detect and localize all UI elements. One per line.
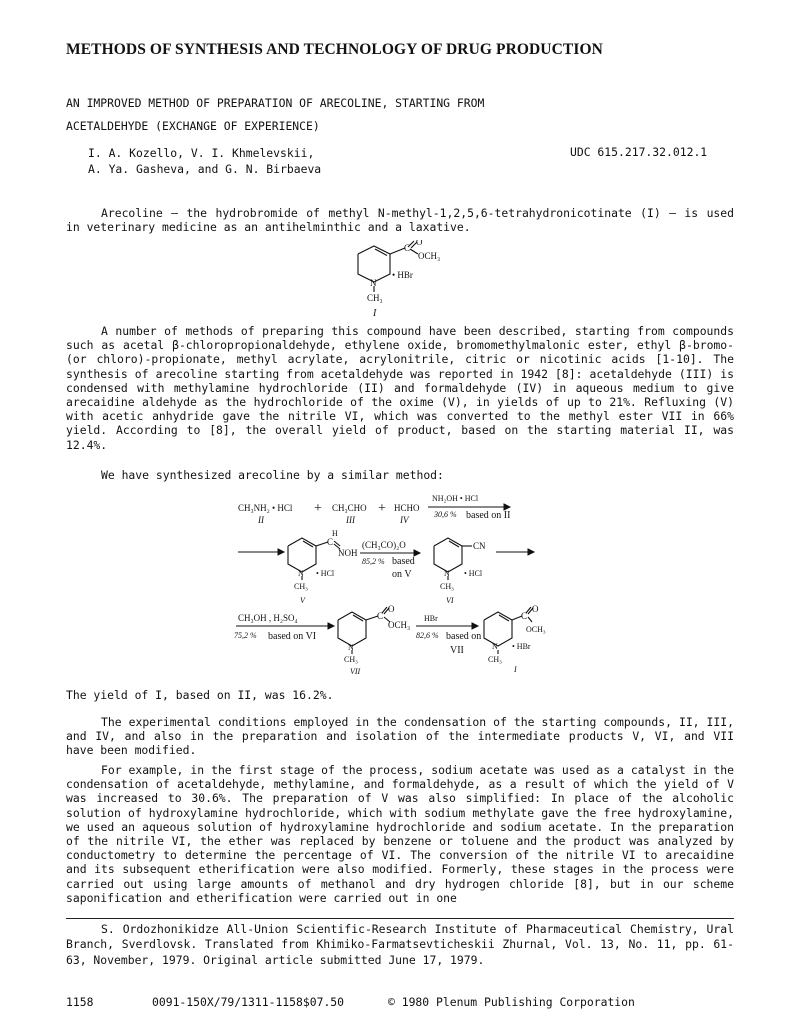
scheme-vi-n: N xyxy=(444,569,450,578)
scheme-step4-basis-2: VII xyxy=(450,645,464,656)
scheme-v-noh: NOH xyxy=(338,548,358,558)
scheme-vii-methyl: CH₃ xyxy=(344,655,358,664)
scheme-vii-n: N xyxy=(348,643,354,652)
scheme-v-salt: • HCl xyxy=(316,569,335,578)
paragraph-synthesized: We have synthesized arecoline by a similar method: xyxy=(101,468,444,482)
scheme-label-i: I xyxy=(514,665,517,674)
scheme-step1-reagent: NH₂OH • HCl xyxy=(432,494,479,503)
scheme-step2-percent: 85,2 % xyxy=(362,557,385,566)
scheme-arrow-4 xyxy=(416,623,478,629)
scheme-arrow-3 xyxy=(236,623,334,629)
scheme-reagent-iv: HCHO xyxy=(394,503,420,513)
scheme-step3-reagent: CH₃OH , H₂SO₄ xyxy=(238,613,298,623)
structure-i-nitrogen: N xyxy=(370,278,377,288)
scheme-vii-o: O xyxy=(388,604,395,614)
scheme-vi-cn: CN xyxy=(473,541,486,551)
article-title-line-2: ACETALDEHYDE (EXCHANGE OF EXPERIENCE) xyxy=(66,119,320,133)
scheme-vi-salt: • HCl xyxy=(464,569,483,578)
scheme-step2-basis-2: on V xyxy=(392,569,412,580)
scheme-step2-reagent: (CH₃CO)₂O xyxy=(362,540,406,550)
scheme-step2-basis: based xyxy=(392,556,415,567)
section-heading: METHODS OF SYNTHESIS AND TECHNOLOGY OF DRUG PRODUCTION xyxy=(66,41,603,58)
structure-i-ester: OCH₃ xyxy=(418,251,441,261)
reaction-scheme xyxy=(228,486,548,686)
scheme-step1-percent: 30,6 % xyxy=(434,510,457,519)
scheme-v-h: H xyxy=(332,529,338,538)
footnote-divider xyxy=(66,918,734,919)
paragraph-intro: Arecoline — the hydrobromide of methyl N-methyl-1,2,5,6-tetrahydronicotinate (I) — is used in veterinary medicine as an antihelminthic and a laxative. xyxy=(66,206,734,235)
scheme-plus-1: + xyxy=(314,501,322,516)
scheme-label-iv: IV xyxy=(400,515,409,525)
scheme-step3-percent: 75,2 % xyxy=(234,631,257,640)
scheme-i-methyl: CH₃ xyxy=(488,655,502,664)
scheme-v-n: N xyxy=(298,569,304,578)
scheme-reagent-ii: CH₃NH₂ • HCl xyxy=(238,503,293,513)
structure-i-label: I xyxy=(373,308,377,319)
scheme-arrow-continue-out xyxy=(496,549,534,555)
authors xyxy=(88,145,388,177)
scheme-i-salt: • HBr xyxy=(512,642,531,651)
scheme-step4-percent: 82,6 % xyxy=(416,631,439,640)
structure-i-n-methyl: CH₃ xyxy=(367,293,383,303)
scheme-label-vi: VI xyxy=(446,596,454,605)
structure-i-salt: • HBr xyxy=(392,270,413,280)
footnote: S. Ordozhonikidze All-Union Scientific-Research Institute of Pharmaceutical Chemistry, Ural Branch, Sverdlovsk. Translated from Khimiko-Farmatsevticheskii Zhurnal, Vol. 13, No. 11, pp. 61-63, November, 1979. Original article submitted June 17, 1979. xyxy=(66,922,734,967)
paragraph-yield: The yield of I, based on II, was 16.2%. xyxy=(66,688,334,702)
scheme-label-v: V xyxy=(300,596,305,605)
scheme-label-ii: II xyxy=(258,515,264,525)
scheme-reagent-iii: CH₃CHO xyxy=(332,503,367,513)
authors-line-2: A. Ya. Gasheva, and G. N. Birbaeva xyxy=(88,162,322,176)
scheme-label-iii: III xyxy=(346,515,355,525)
scheme-vi-methyl: CH₃ xyxy=(440,582,454,591)
article-code: 0091-150X/79/1311-1158$07.50 xyxy=(152,995,345,1009)
structure-i-carbonyl-o: O xyxy=(416,240,423,247)
paragraph-methods: A number of methods of preparing this compound have been described, starting from compounds such as acetal β-chloropropionaldehyde, ethylene oxide, bromomethylmalonic ester, ethyl β-bromo-(or chloro)-propionate, methyl acrylate, acrylonitrile, citric or nicotinic acids [1-10]. The synthesis of arecoline starting from acetaldehyde was reported in 1942 [8]: acetaldehyde (III) is condensed with methylamine hydrochloride (II) and formaldehyde (IV) in aqueous medium to give arecaidine aldehyde as the hydrochloride of the oxime (V), in yields of up to 21%. Refluxing (V) with acetic anhydride gave the nitrile VI, which was converted to the methyl ester VII in 66% yield. According to [8], the overall yield of product, based on the starting material II, was 12.4%. xyxy=(66,324,734,452)
article-title-line-1: AN IMPROVED METHOD OF PREPARATION OF ARECOLINE, STARTING FROM xyxy=(66,96,485,110)
scheme-step4-reagent: HBr xyxy=(424,614,438,623)
scheme-i-ester: OCH₃ xyxy=(526,625,546,634)
scheme-i-c: C xyxy=(521,611,528,621)
udc-code: UDC 615.217.32.012.1 xyxy=(570,145,708,159)
authors-line-1: I. A. Kozello, V. I. Khmelevskii, xyxy=(88,146,315,160)
scheme-step3-basis: based on VI xyxy=(268,631,317,642)
structure-i-carbonyl-c: C xyxy=(404,243,411,253)
paragraph-example: For example, in the first stage of the process, sodium acetate was used as a catalyst in the condensation of acetaldehyde, methylamine, and formaldehyde, as a result of which the yield of V was increased to 30.6%. The preparation of V was also simplified: In place of the alcoholic solution of hydroxylamine hydrochloride, which with sodium methylate gave the free hydroxylamine, we used an aqueous solution of hydroxylamine hydrochloride and sodium acetate. In the preparation of the nitrile VI, the ether was replaced by benzene or toluene and the product was analyzed by conductometry to determine the percentage of VI. The conversion of the nitrile VI to arecaidine and its subsequent etherification were also modified. Formerly, these stages in the process were carried out using large amounts of methanol and dry hydrogen chloride [8], but in our scheme saponification and etherification were carried out in one xyxy=(66,763,734,905)
scheme-plus-2: + xyxy=(378,501,386,516)
scheme-vii-c: C xyxy=(377,611,384,621)
structure-arecoline-i xyxy=(330,240,450,320)
scheme-v-methyl: CH₃ xyxy=(294,582,308,591)
paragraph-conditions: The experimental conditions employed in the condensation of the starting compounds, II, III, and IV, and also in the preparation and isolation of the intermediate products V, VI, and VII have been modified. xyxy=(66,715,734,758)
scheme-vii-ester: OCH₃ xyxy=(388,620,411,630)
scheme-i-n: N xyxy=(492,642,498,651)
scheme-label-vii: VII xyxy=(350,667,361,676)
page-number: 1158 xyxy=(66,995,94,1009)
scheme-step4-basis: based on xyxy=(446,631,482,642)
scheme-v-c: C xyxy=(327,537,334,547)
scheme-i-o: O xyxy=(532,604,539,614)
article-title xyxy=(66,92,586,138)
copyright: © 1980 Plenum Publishing Corporation xyxy=(388,995,635,1009)
scheme-arrow-continue-in xyxy=(238,549,284,555)
scheme-step1-basis: based on II xyxy=(466,510,511,521)
